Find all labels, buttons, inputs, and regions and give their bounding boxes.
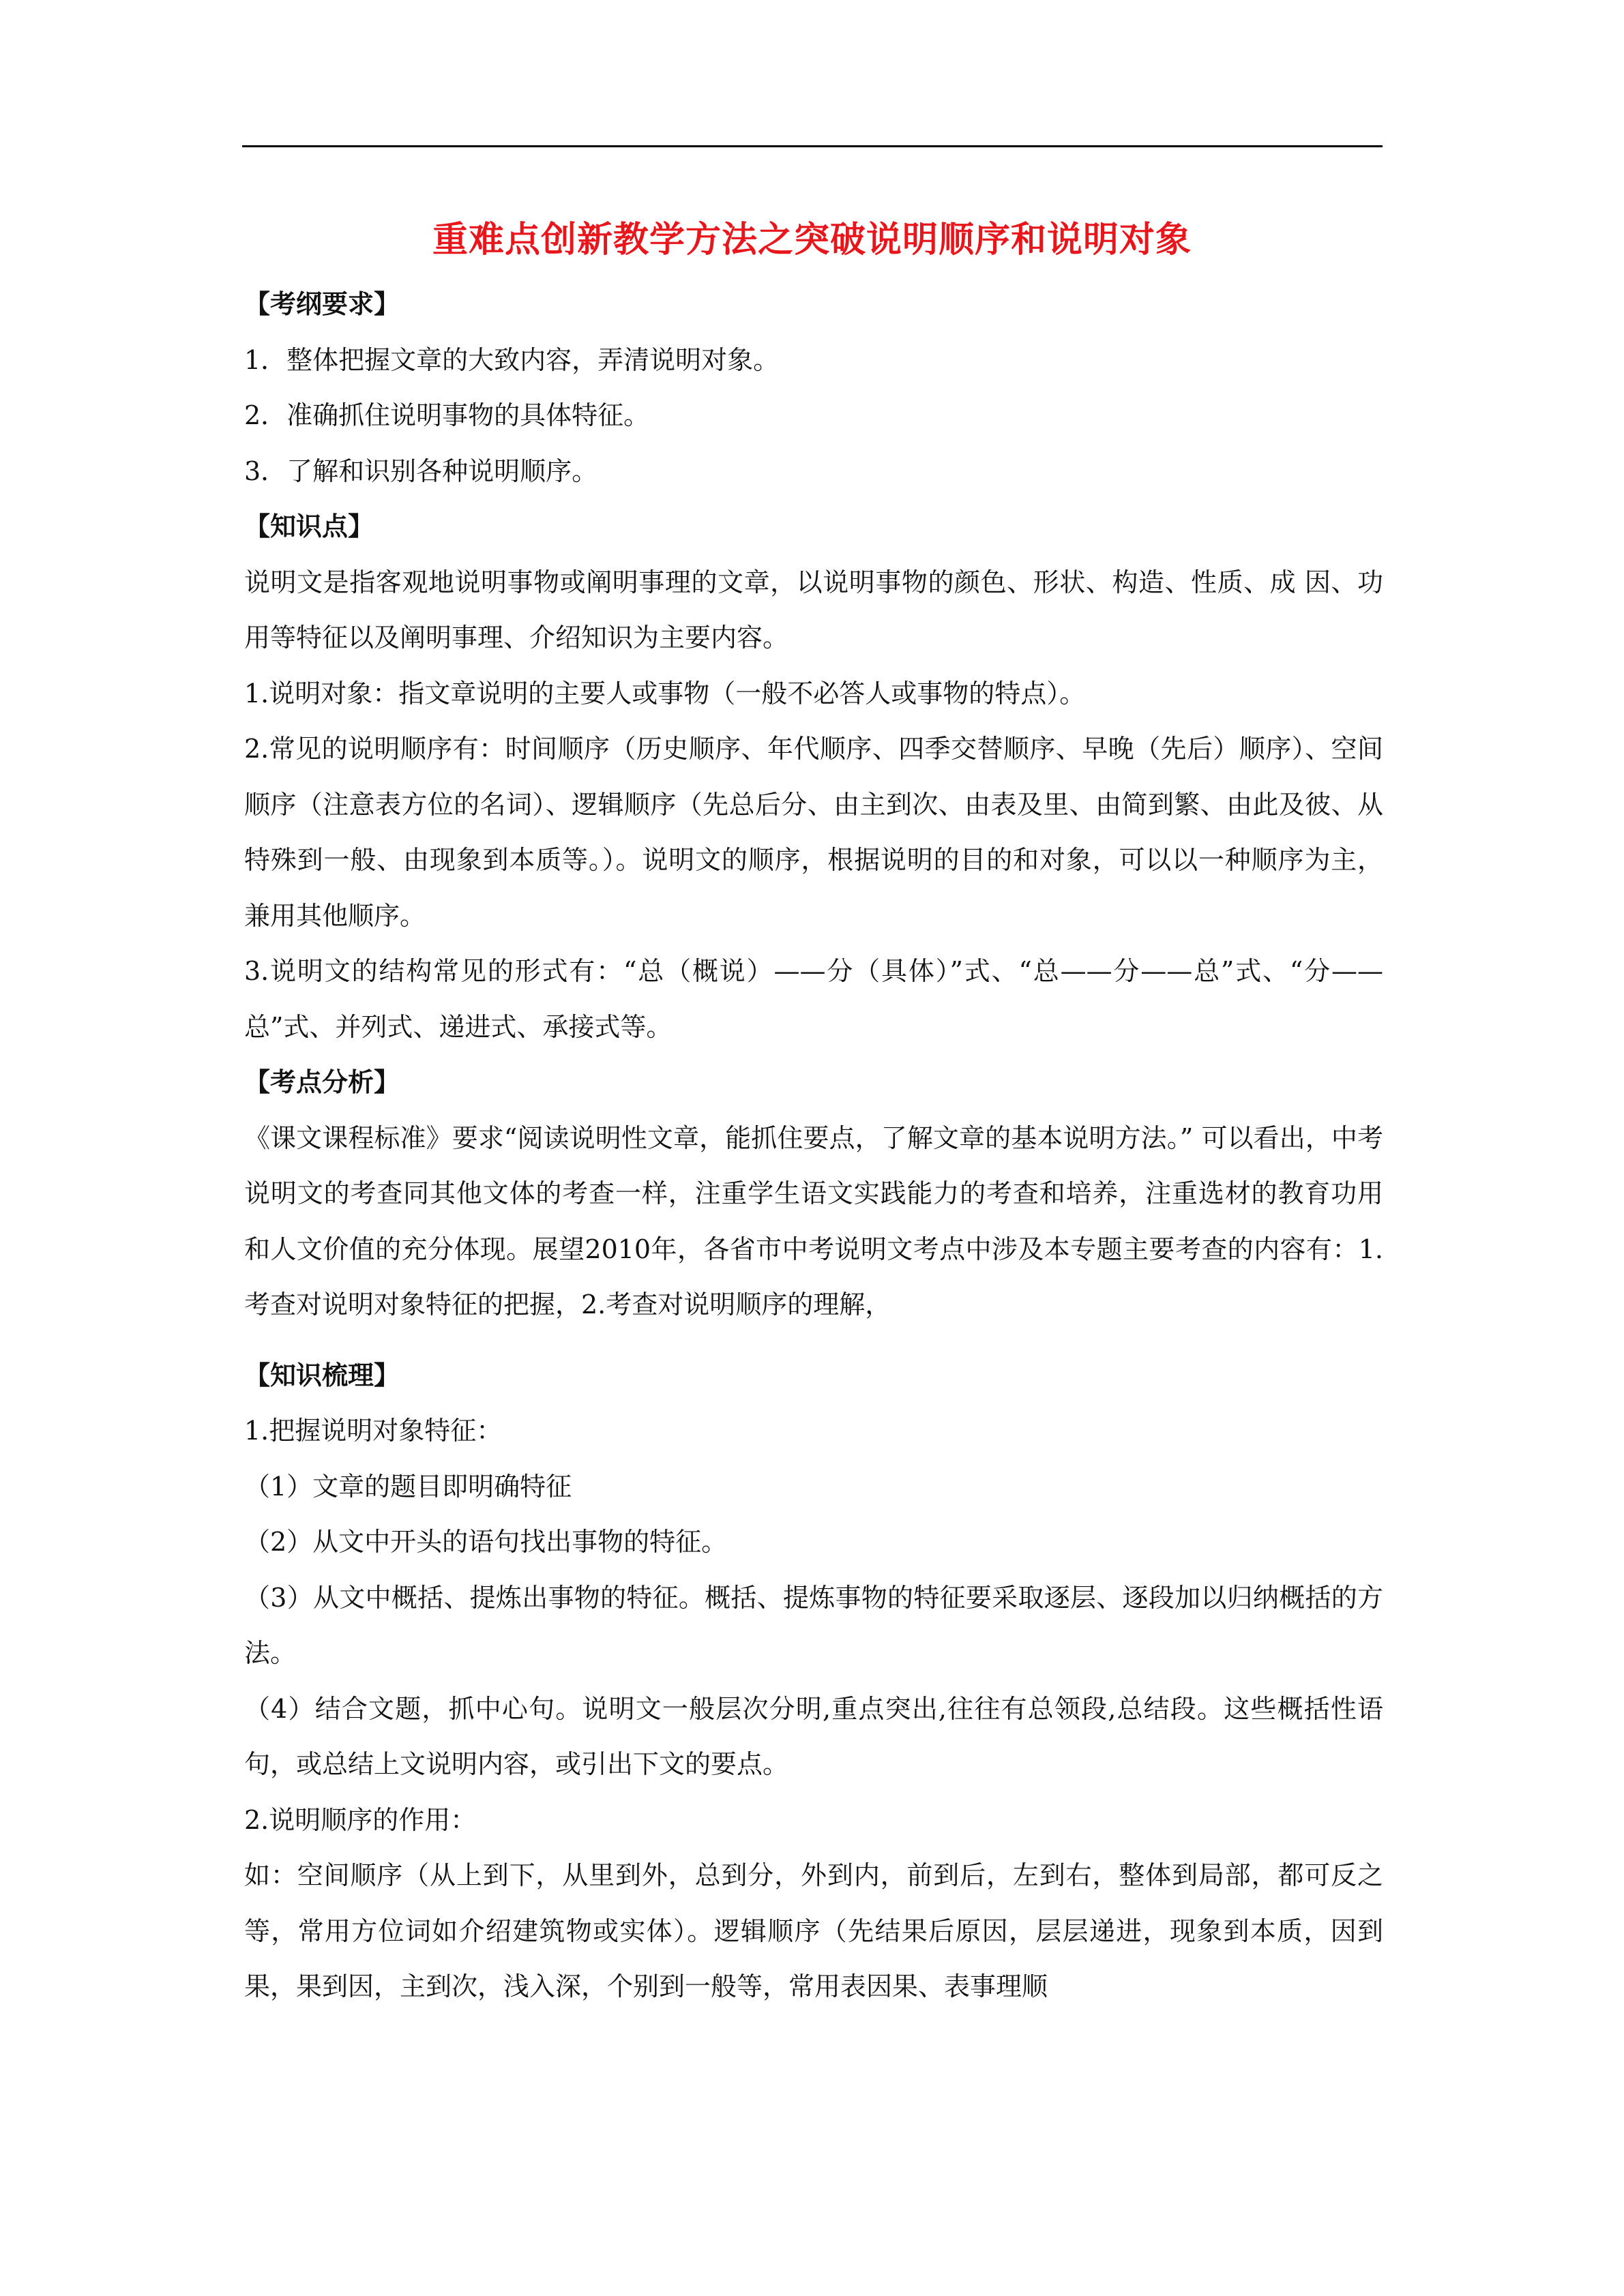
document-body — [244, 277, 1383, 2015]
knowledge-point-3: 3.说明文的结构常见的形式有：“总（概说）——分（具体）”式、“总——分——总”式、“分——总”式、并列式、递进式、承接式等。 — [244, 956, 1383, 1042]
syllabus-item-1: 1．整体把握文章的大致内容，弄清说明对象。 — [244, 344, 780, 375]
section-heading-knowledge: 【知识点】 — [244, 511, 374, 541]
section-heading-review: 【知识梳理】 — [244, 1360, 400, 1390]
syllabus-item-2: 2．准确抓住说明事物的具体特征。 — [244, 400, 650, 430]
document-title: 重难点创新教学方法之突破说明顺序和说明对象 — [432, 220, 1192, 260]
review-line-7: 如：空间顺序（从上到下，从里到外，总到分，外到内，前到后，左到右，整体到局部，都可反之等，常用方位词如介绍建筑物或实体）。逻辑顺序（先结果后原因，层层递进，现象到本质，因到果，果到因，主到次，浅入深，个别到一般等，常用表因果、表事理顺 — [244, 1860, 1383, 2001]
review-line-1: 1.把握说明对象特征： — [244, 1416, 503, 1446]
review-line-4: （3）从文中概括、提炼出事物的特征。概括、提炼事物的特征要采取逐层、逐段加以归纳概括的方法。 — [244, 1582, 1383, 1668]
review-line-3: （2）从文中开头的语句找出事物的特征。 — [244, 1527, 728, 1557]
review-line-6: 2.说明顺序的作用： — [244, 1804, 477, 1835]
section-heading-analysis: 【考点分析】 — [244, 1067, 400, 1097]
paragraph-spacer — [244, 1333, 1383, 1348]
analysis-paragraph: 《课文课程标准》要求“阅读说明性文章，能抓住要点，了解文章的基本说明方法。” 可以看出，中考说明文的考查同其他文体的考查一样，注重学生语文实践能力的考查和培养，注重选材的教育功用和人文价值的充分体现。展望2010年，各省市中考说明文考点中涉及本专题主要考查的内容有：1.考查对说明对象特征的把握，2.考查对说明顺序的理解， — [244, 1122, 1383, 1320]
knowledge-point-1: 1.说明对象：指文章说明的主要人或事物（一般不必答人或事物的特点）。 — [244, 678, 1086, 709]
knowledge-intro: 说明文是指客观地说明事物或阐明事理的文章，以说明事物的颜色、形状、构造、性质、成 因、功用等特征以及阐明事理、介绍知识为主要内容。 — [244, 567, 1383, 653]
knowledge-point-2: 2.常见的说明顺序有：时间顺序（历史顺序、年代顺序、四季交替顺序、早晚（先后）顺序）、空间顺序（注意表方位的名词）、逻辑顺序（先总后分、由主到次、由表及里、由简到繁、由此及彼、从特殊到一般、由现象到本质等。）。说明文的顺序，根据说明的目的和对象，可以以一种顺序为主，兼用其他顺序。 — [244, 734, 1383, 931]
section-heading-syllabus: 【考纲要求】 — [244, 289, 400, 319]
syllabus-item-3: 3．了解和识别各种说明顺序。 — [244, 456, 598, 486]
review-line-2: （1）文章的题目即明确特征 — [244, 1471, 572, 1502]
review-line-5: （4）结合文题，抓中心句。说明文一般层次分明,重点突出,往往有总领段,总结段。这些概括性语句，或总结上文说明内容，或引出下文的要点。 — [244, 1693, 1383, 1779]
header-rule — [242, 145, 1383, 147]
